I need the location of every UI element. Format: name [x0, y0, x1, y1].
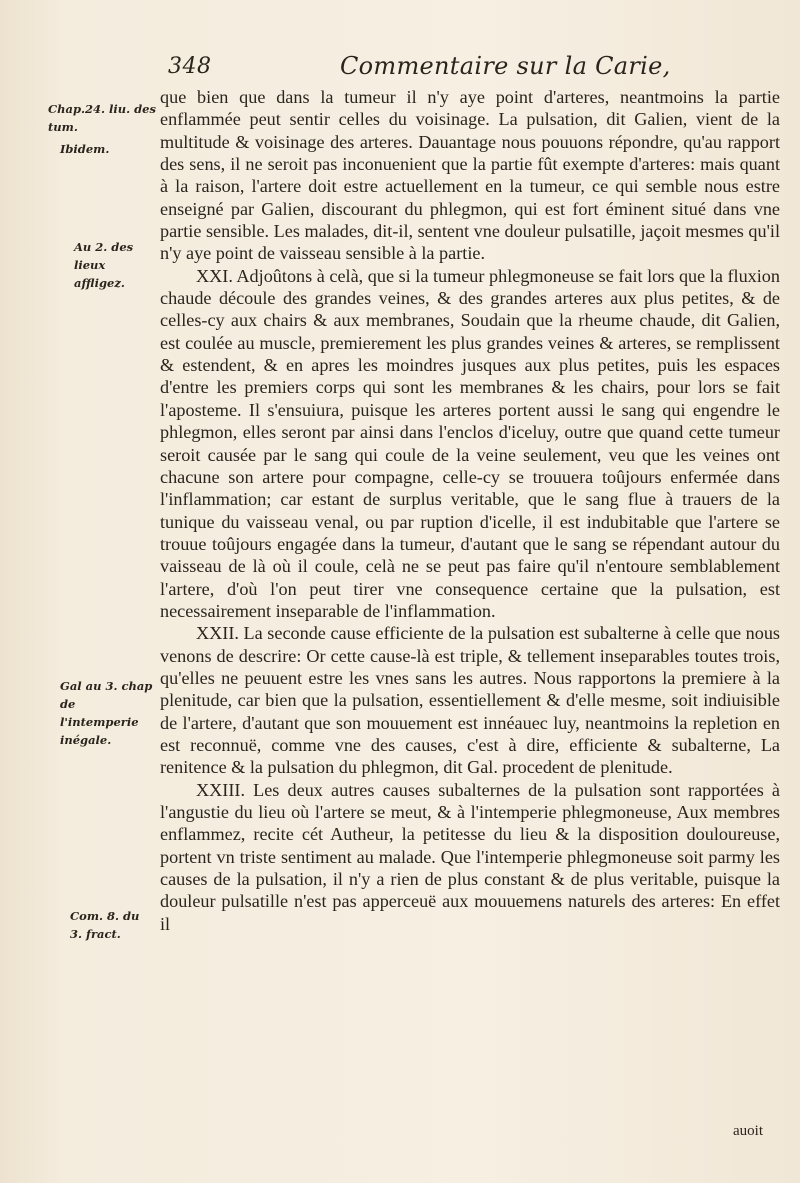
margin-note: Ibidem. — [60, 142, 110, 156]
margin-note: Au 2. des lieux affligez. — [74, 240, 134, 290]
paragraph-section-xxiii: XXIII. Les deux autres causes subalternes de la pulsation sont rapportées à l'angustie du lieu où l'artere se meut, & à l'intemperie phlegmoneuse, Aux membres enflammez, recite cét Autheur, la petitesse du lieu & la disposition douloureuse, portent vn triste sentiment au malade. Que l'intemperie phlegmoneuse soit parmy les causes de la pulsation, il n'y a rien de plus constant & de plus veritable, puisque la douleur pulsatille n'est pas apperceuë aux mouuemens naturels des arteres: En effet il — [160, 779, 780, 934]
main-text — [160, 86, 780, 935]
paragraph: que bien que dans la tumeur il n'y aye point d'arteres, neantmoins la partie enflammée peut sentir celles du voisinage. La pulsation, dit Galien, vient de la multitude & voisinage des arteres. Dauantage nous pouuons répondre, qu'au rapport des sens, il ne seroit pas inconuenient que la partie fût exempte d'arteres: mais quant à la raison, l'artere doit estre actuellement en la tumeur, ce qui semble nous estre enseigné par Galien, discourant du phlegmon, qui est fort éminent situé dans vne partie sensible. Les malades, dit-il, sentent vne douleur pulsatille, jaçoit mesmes qu'il n'y aye point de vaisseau sensible à la partie. — [160, 87, 780, 264]
catchword: auoit — [733, 1123, 763, 1139]
paragraph-section-xxii: XXII. La seconde cause efficiente de la pulsation est subalterne à celle que nous venons de descrire: Or cette cause-là est triple, & tellement inseparables toutes trois, qu'elles ne peuuent estre les vnes sans les autres. Nous rapportons la premiere à la plenitude, car bien que la pulsation, essentiellement & d'elle mesme, soit indiuisible de l'artere, d'autant que son mouuement est innéauec luy, neantmoins la repletion en est reconnuë, comme vne des causes, c'est à dire, efficiente & subalterne, La renitence & la pulsation du phlegmon, dit Gal. procedent de plenitude. — [160, 623, 780, 778]
margin-note: Chap.24. liu. des tum. — [48, 102, 156, 134]
page-number: 348 — [168, 54, 212, 79]
margin-note: Com. 8. du 3. fract. — [70, 909, 140, 941]
margin-note: Gal au 3. chap de l'intemperie inégale. — [60, 679, 153, 747]
running-title: Commentaire sur la Carie, — [340, 52, 671, 80]
page-header — [160, 48, 780, 84]
paragraph-section-xxi: XXI. Adjoûtons à celà, que si la tumeur phlegmoneuse se fait lors que la fluxion chaude découle des grandes veines, & des grandes arteres aux plus petites, & de celles-cy aux chairs & aux membranes, Soudain que la rheume chaude, dit Galien, est coulée au muscle, premierement les plus grandes veines & arteres, se remplissent & estendent, & en apres les moindres jusques aux plus petites, puis les espaces d'entre les premiers corps qui sont les membranes & les chairs, pour lors se fait l'aposteme. Il s'ensuiura, puisque les arteres portent aussi le sang qui engendre le phlegmon, elles seront par ainsi dans l'enclos d'iceluy, outre que quand cette tumeur seroit causée par le sang qui coule de la veine seulement, veu que les veines ont chacune son artere pour compagne, celle-cy se trouuera toûjours enfermée dans l'inflammation; car estant de surplus veritable, que le sang flue à trauers de la tunique du vaisseau venal, ou par ruption d'icelle, il est indubitable que l'artere se trouue toûjours engagée dans la tumeur, d'autant que le sang se répendant autour du vaisseau de là où il coule, celà ne se peut pas faire qu'il n'entoure semblablement l'artere, d'où l'on peut tirer vne consequence certaine que la pulsation, est necessairement inseparable de l'inflammation. — [160, 265, 780, 621]
